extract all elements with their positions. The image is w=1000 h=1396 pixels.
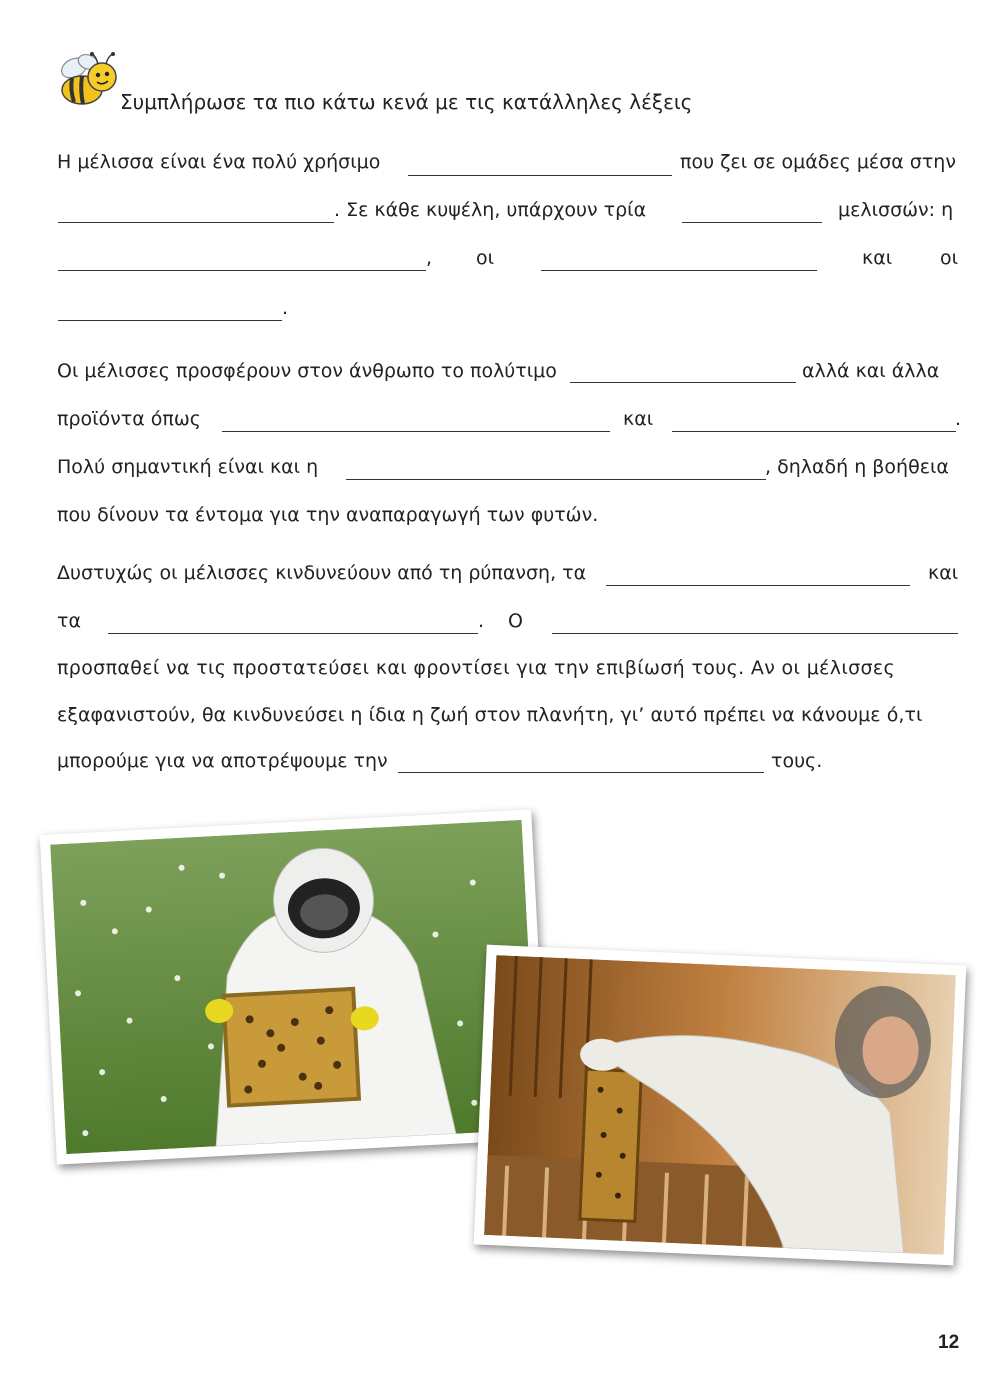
p2-line1-text-b: αλλά και άλλα <box>802 360 940 382</box>
p1-line1-text-a: Η μέλισσα είναι ένα πολύ χρήσιμο <box>57 151 381 173</box>
page-number: 12 <box>938 1332 960 1353</box>
p1-line2-text-b: μελισσών: η <box>838 199 954 221</box>
blank-5[interactable] <box>541 270 817 271</box>
p1-line3-text-b: οι <box>476 247 495 269</box>
p2-line2-period: . <box>955 408 962 430</box>
blank-12[interactable] <box>108 633 478 634</box>
p1-line3-comma: , <box>426 247 433 269</box>
p1-line3-text-c: και <box>862 247 893 269</box>
p3-line5-text-a: μπορούμε για να αποτρέψουμε την <box>57 750 388 772</box>
blank-11[interactable] <box>606 585 910 586</box>
worksheet-title: Συμπλήρωσε τα πιο κάτω κενά με τις κατάλληλες λέξεις <box>120 90 693 114</box>
blank-13[interactable] <box>552 633 958 634</box>
blank-2[interactable] <box>58 222 334 223</box>
p2-line3-text-b: , δηλαδή η βοήθεια <box>765 456 949 478</box>
blank-3[interactable] <box>682 222 822 223</box>
p1-line3-text-d: οι <box>940 247 959 269</box>
p3-line2-period: . <box>478 610 485 632</box>
p3-line3-text: προσπαθεί να τις προστατεύσει και φροντίσει για την επιβίωσή τους. Αν οι μέλισσες <box>57 657 896 679</box>
p3-line4-text: εξαφανιστούν, θα κινδυνεύσει η ίδια η ζωή στον πλανήτη, γι’ αυτό πρέπει να κάνουμε ό,τι <box>57 704 923 726</box>
p2-line4-text: που δίνουν τα έντομα για την αναπαραγωγή των φυτών. <box>57 504 599 526</box>
blank-4[interactable] <box>58 270 426 271</box>
p2-line3-text-a: Πολύ σημαντική είναι και η <box>57 456 319 478</box>
p2-line2-text-a: προϊόντα όπως <box>57 408 201 430</box>
p3-line1-text-a: Δυστυχώς οι μέλισσες κινδυνεύουν από τη ρύπανση, τα <box>57 562 587 584</box>
blank-10[interactable] <box>346 479 766 480</box>
p3-line1-text-b: και <box>928 562 959 584</box>
blank-7[interactable] <box>570 382 796 383</box>
p2-line1-text-a: Οι μέλισσες προσφέρουν στον άνθρωπο το πολύτιμο <box>57 360 557 382</box>
blank-14[interactable] <box>398 772 764 773</box>
photo-beekeeper-field <box>40 809 549 1164</box>
bee-icon <box>52 50 122 112</box>
p3-line2-text-a: τα <box>57 610 81 632</box>
p1-line1-text-b: που ζει σε ομάδες μέσα στην <box>680 151 956 173</box>
blank-8[interactable] <box>222 431 610 432</box>
blank-9[interactable] <box>672 431 956 432</box>
blank-1[interactable] <box>408 175 672 176</box>
blank-6[interactable] <box>58 320 282 321</box>
beekeeper-frame-image <box>484 955 956 1255</box>
p3-line5-text-b: τους. <box>771 750 823 772</box>
p2-line2-text-b: και <box>623 408 654 430</box>
p3-line2-text-c: Ο <box>508 610 523 632</box>
beekeeper-field-image <box>50 820 538 1154</box>
photo-beekeeper-frame <box>474 945 967 1266</box>
p1-line4-period: . <box>282 297 289 319</box>
p1-line2-text-a: . Σε κάθε κυψέλη, υπάρχουν τρία <box>334 199 647 221</box>
